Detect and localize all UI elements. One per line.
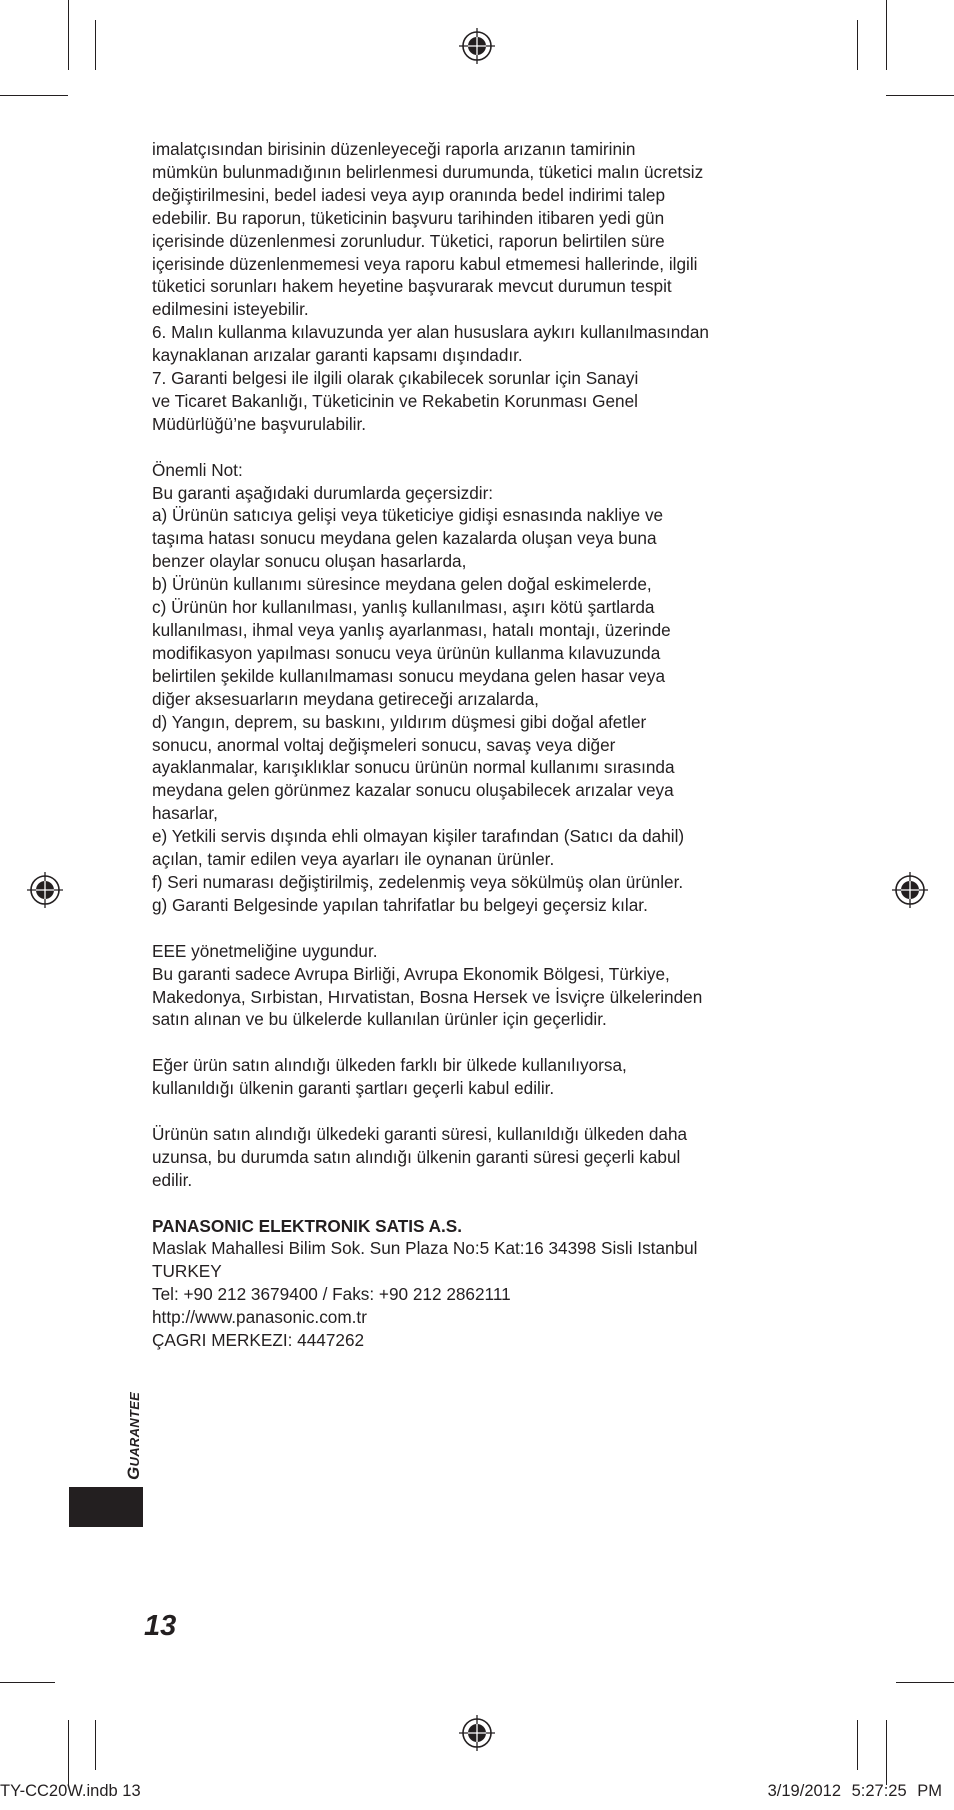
text-line: açılan, tamir edilen veya ayarları ile oynanan ürünler. — [152, 849, 555, 870]
text-line: edebilir. Bu raporun, tüketicinin başvuru tarihinden itibaren yedi gün — [152, 207, 665, 228]
text-line: edilmesini isteyebilir. — [152, 299, 309, 320]
text-line: g) Garanti Belgesinde yapılan tahrifatlar bu belgeyi geçersiz kılar. — [152, 894, 648, 915]
text-line: kullanılması, ihmal veya yanlış ayarlanması, hatalı montajı, üzerinde — [152, 620, 671, 641]
address-country: TURKEY — [152, 1261, 222, 1282]
text-line: c) Ürünün hor kullanılması, yanlış kullanılması, aşırı kötü şartlarda — [152, 597, 655, 618]
registration-mark-icon — [457, 1713, 497, 1753]
text-line: hasarlar, — [152, 803, 218, 824]
text-line: Eğer ürün satın alındığı ülkeden farklı bir ülkede kullanılıyorsa, — [152, 1055, 627, 1076]
phone-fax: Tel: +90 212 3679400 / Faks: +90 212 2862111 — [152, 1284, 511, 1305]
section-tab-initial: G — [124, 1466, 143, 1480]
crop-mark — [68, 1720, 69, 1785]
registration-mark-icon — [890, 870, 930, 910]
website-link[interactable]: http://www.panasonic.com.tr — [152, 1307, 367, 1328]
spacer — [152, 917, 792, 940]
paragraph-warranty-terms — [152, 138, 792, 436]
text-line: edilir. — [152, 1169, 193, 1190]
paragraph-eee-compliance — [152, 940, 792, 1032]
crop-mark — [886, 0, 887, 70]
page-number: 13 — [144, 1610, 177, 1642]
paragraph-warranty-period — [152, 1123, 792, 1192]
text-line: diğer aksesuarların meydana getireceği arızalarda, — [152, 688, 539, 709]
text-line: kaynaklanan arızalar garanti kapsamı dışındadır. — [152, 345, 523, 366]
paragraph-other-country — [152, 1054, 792, 1100]
crop-mark — [886, 95, 954, 96]
text-line: sonucu, anormal voltaj değişmeleri sonucu, savaş veya diğer — [152, 734, 616, 755]
crop-mark — [857, 1720, 858, 1770]
text-line: e) Yetkili servis dışında ehli olmayan kişiler tarafından (Satıcı da dahil) — [152, 826, 685, 847]
text-line: Bu garanti sadece Avrupa Birliği, Avrupa Ekonomik Bölgesi, Türkiye, — [152, 963, 670, 984]
text-line: Ürünün satın alındığı ülkedeki garanti süresi, kullanıldığı ülkeden daha — [152, 1123, 688, 1144]
paragraph-important-note — [152, 459, 792, 917]
contact-block — [152, 1215, 792, 1352]
text-line: meydana gelen görünmez kazalar sonucu oluşabilecek arızalar veya — [152, 780, 674, 801]
registration-mark-icon — [25, 870, 65, 910]
text-line: imalatçısından birisinin düzenleyeceği raporla arızanın tamirinin — [152, 139, 636, 159]
address-line: Maslak Mahallesi Bilim Sok. Sun Plaza No:5 Kat:16 34398 Sisli Istanbul — [152, 1238, 698, 1259]
text-line: d) Yangın, deprem, su baskını, yıldırım düşmesi gibi doğal afetler — [152, 711, 647, 732]
call-center: ÇAGRI MERKEZI: 4447262 — [152, 1330, 365, 1351]
text-line: belirtilen şekilde kullanılmaması sonucu meydana gelen hasar veya — [152, 665, 666, 686]
text-line: Önemli Not: — [152, 459, 243, 480]
text-line: modifikasyon yapılması sonucu veya ürünün kullanma kılavuzunda — [152, 642, 661, 663]
text-line: satın alınan ve bu ülkelerde kullanılan ürünler için geçerlidir. — [152, 1009, 607, 1030]
footer-file-info: TY-CC20W.indb 13 — [0, 1782, 141, 1800]
spacer — [152, 1100, 792, 1123]
registration-mark-icon — [457, 26, 497, 66]
crop-mark — [95, 1720, 96, 1770]
footer-datetime: 3/19/2012 5:27:25 PM — [767, 1782, 942, 1800]
text-line: EEE yönetmeliğine uygundur. — [152, 940, 378, 961]
crop-mark — [0, 1682, 55, 1683]
crop-mark — [857, 20, 858, 70]
text-line: kullanıldığı ülkenin garanti şartları geçerli kabul edilir. — [152, 1078, 555, 1099]
text-line: içerisinde düzenlenmesi zorunludur. Tüketici, raporun belirtilen süre — [152, 230, 665, 251]
crop-mark — [886, 1720, 887, 1785]
text-line: taşıma hatası sonucu meydana gelen kazalarda oluşan veya buna — [152, 528, 657, 549]
section-tab-label — [124, 1392, 144, 1480]
text-line: ayaklanmalar, karışıklıklar sonucu ürünün normal kullanımı sırasında — [152, 757, 675, 778]
text-line: uzunsa, bu durumda satın alındığı ülkenin garanti süresi geçerli kabul — [152, 1146, 681, 1167]
company-name: PANASONIC ELEKTRONIK SATIS A.S. — [152, 1215, 463, 1236]
text-line: benzer olaylar sonucu oluşan hasarlarda, — [152, 551, 467, 572]
section-tab-block — [69, 1487, 143, 1527]
text-line: Müdürlüğü’ne başvurulabilir. — [152, 413, 367, 434]
text-line: Bu garanti aşağıdaki durumlarda geçersizdir: — [152, 482, 494, 503]
spacer — [152, 1031, 792, 1054]
text-line: 6. Malın kullanma kılavuzunda yer alan hususlara aykırı kullanılmasından — [152, 322, 709, 343]
text-line: tüketici sorunları hakem heyetine başvurarak mevcut durumun tespit — [152, 276, 672, 297]
spacer — [152, 436, 792, 459]
text-line: ve Ticaret Bakanlığı, Tüketicinin ve Rekabetin Korunması Genel — [152, 390, 638, 411]
text-line: b) Ürünün kullanımı süresince meydana gelen doğal eskimelerde, — [152, 574, 652, 595]
spacer — [152, 1192, 792, 1215]
text-line: değiştirilmesini, bedel iadesi veya ayıp oranında bedel indirimi talep — [152, 184, 666, 205]
text-line: 7. Garanti belgesi ile ilgili olarak çıkabilecek sorunlar için Sanayi — [152, 368, 639, 389]
crop-mark — [68, 0, 69, 70]
text-line: a) Ürünün satıcıya gelişi veya tüketiciye gidişi esnasında nakliye ve — [152, 505, 664, 526]
crop-mark — [0, 95, 68, 96]
guarantee-text — [152, 138, 792, 1352]
text-line: içerisinde düzenlenmemesi veya raporu kabul etmemesi hallerinde, ilgili — [152, 253, 698, 274]
crop-mark — [896, 1682, 954, 1683]
crop-mark — [95, 20, 96, 70]
text-line: Makedonya, Sırbistan, Hırvatistan, Bosna Hersek ve İsviçre ülkelerinden — [152, 986, 703, 1007]
section-tab-rest: UARANTEE — [127, 1391, 142, 1467]
text-line: f) Seri numarası değiştirilmiş, zedelenmiş veya sökülmüş olan ürünler. — [152, 871, 684, 892]
text-line: mümkün bulunmadığının belirlenmesi durumunda, tüketici malın ücretsiz — [152, 161, 704, 182]
